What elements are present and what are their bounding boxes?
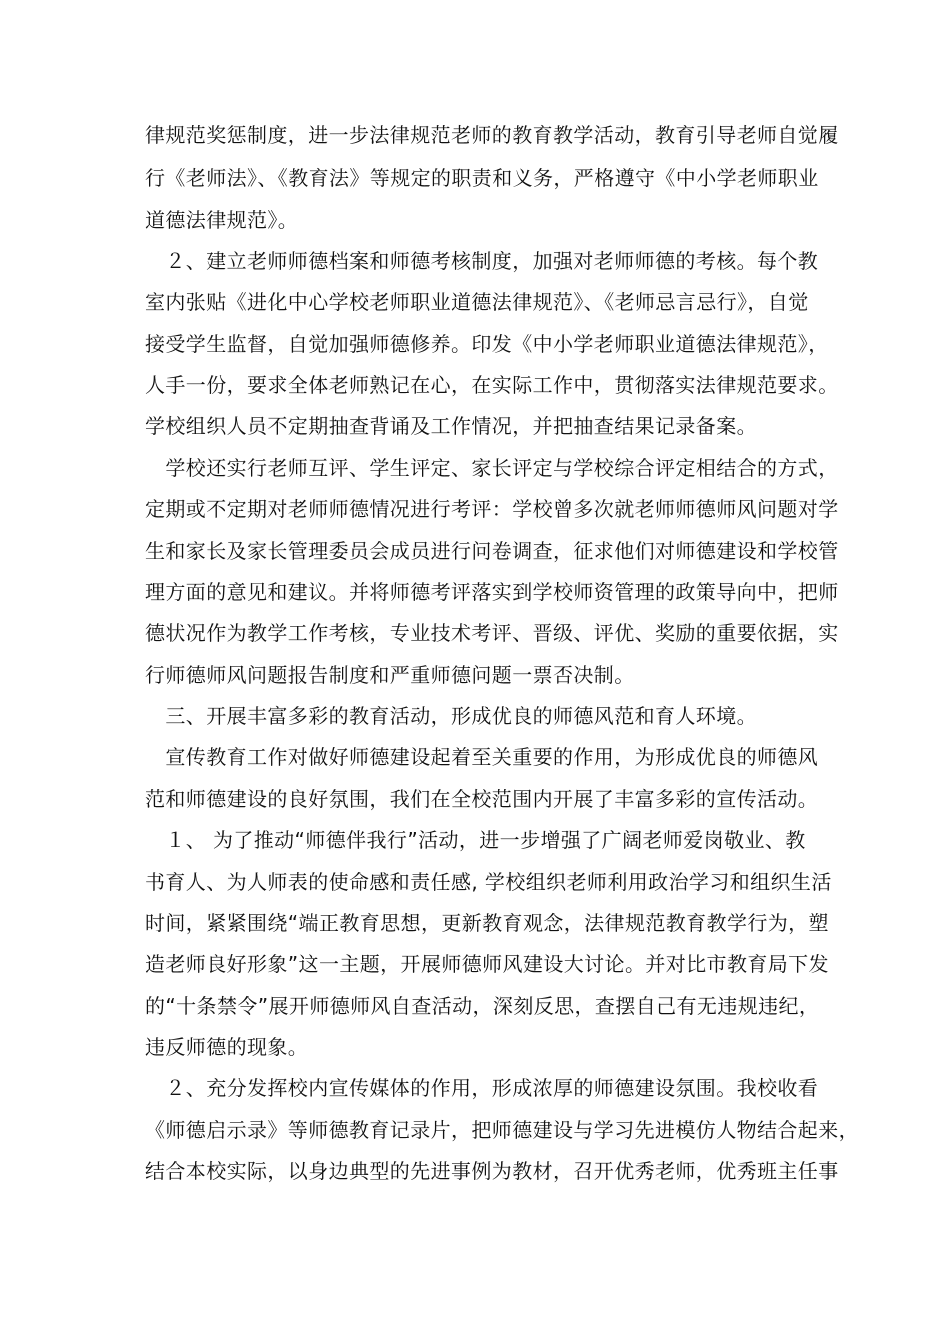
text-line: 道德法律规范》。: [145, 208, 299, 232]
text-line: 室内张贴《进化中心学校老师职业道德法律规范》、《老师忌言忌行》，自觉: [145, 290, 809, 314]
text-line: 人手一份，要求全体老师熟记在心，在实际工作中，贯彻落实法律规范要求。: [145, 373, 839, 397]
text-line: 违反师德的现象。: [145, 1035, 309, 1059]
text-line: １、 为了推动“师德伴我行”活动，进一步增强了广阔老师爱岗敬业、教: [145, 828, 806, 852]
text-line: 结合本校实际，以身边典型的先进事例为教材，召开优秀老师，优秀班主任事: [145, 1159, 839, 1183]
text-line: 理方面的意见和建议。并将师德考评落实到学校师资管理的政策导向中，把师: [145, 580, 839, 604]
text-line: 定期或不定期对老师师德情况进行考评：学校曾多次就老师师德师风问题对学: [145, 497, 839, 521]
text-line: ２、充分发挥校内宣传媒体的作用，形成浓厚的师德建设氛围。我校收看: [145, 1076, 819, 1100]
text-line: 接受学生监督，自觉加强师德修养。印发《中小学老师职业道德法律规范》，: [145, 332, 829, 356]
text-line: 时间，紧紧围绕“端正教育思想，更新教育观念，法律规范教育教学行为，塑: [145, 911, 829, 935]
text-line: 行师德师风问题报告制度和严重师德问题一票否决制。: [145, 663, 635, 687]
text-line: 学校组织人员不定期抽查背诵及工作情况，并把抽查结果记录备案。: [145, 414, 757, 438]
text-line: 生和家长及家长管理委员会成员进行问卷调查，征求他们对师德建设和学校管: [145, 539, 839, 563]
section-heading: 三、开展丰富多彩的教育活动，形成优良的师德风范和育人环境。: [145, 704, 757, 728]
text-line: 范和师德建设的良好氛围，我们在全校范围内开展了丰富多彩的宣传活动。: [145, 787, 819, 811]
text-line: 宣传教育工作对做好师德建设起着至关重要的作用，为形成优良的师德风: [145, 745, 819, 769]
text-line: 律规范奖惩制度，进一步法律规范老师的教育教学活动，教育引导老师自觉履: [145, 123, 839, 147]
text-line: 德状况作为教学工作考核，专业技术考评、晋级、评优、奖励的重要依据，实: [145, 621, 839, 645]
text-line: 《师德启示录》等师德教育记录片，把师德建设与学习先进模仿人物结合起来，: [145, 1118, 859, 1142]
text-line: 书育人、为人师表的使命感和责任感, 学校组织老师利用政治学习和组织生活: [145, 870, 832, 894]
text-line: 学校还实行老师互评、学生评定、家长评定与学校综合评定相结合的方式，: [145, 456, 839, 480]
text-line: 造老师良好形象”这一主题，开展师德师风建设大讨论。并对比市教育局下发: [145, 952, 829, 976]
text-line: ２、建立老师师德档案和师德考核制度，加强对老师师德的考核。每个教: [145, 249, 819, 273]
text-line: 的“十条禁令”展开师德师风自查活动，深刻反思，查摆自己有无违规违纪，: [145, 994, 820, 1018]
text-line: 行《老师法》、《教育法》等规定的职责和义务，严格遵守《中小学老师职业: [145, 166, 819, 190]
